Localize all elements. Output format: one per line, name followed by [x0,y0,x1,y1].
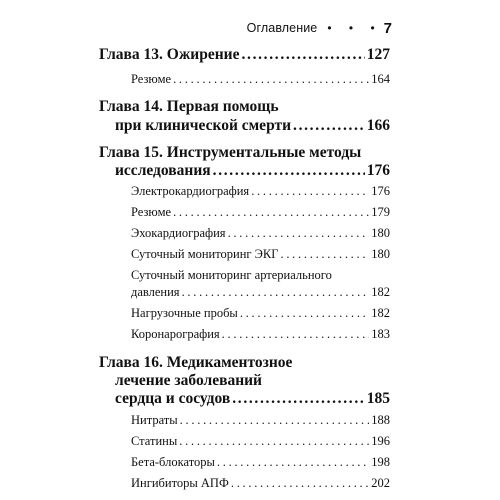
toc-entry-title: Ингибиторы АПФ [131,476,229,490]
dot-leader [232,390,365,408]
toc-entry-title: Эхокардиография [131,226,226,240]
toc-chapter-16-line2[interactable]: лечение заболеваний [115,372,262,389]
dot-leader [213,162,365,180]
dot-leader [173,205,369,220]
toc-chapter-16[interactable] [115,390,390,408]
toc-entry-page: 166 [366,117,390,134]
toc-entry-title: Нагрузочные пробы [131,306,238,320]
toc-chapter-15[interactable] [115,162,390,180]
toc-entry-statins[interactable] [131,434,390,449]
toc-entry-page: 183 [371,327,390,341]
toc-entry-coronarography[interactable] [131,327,390,342]
dot-leader [173,72,369,87]
toc-entry-title: исследования [115,162,211,179]
toc-entry-title: Коронарография [131,327,220,341]
dot-leader [217,455,369,470]
toc-entry-page: 179 [371,205,390,219]
toc-chapter-14-line1[interactable]: Глава 14. Первая помощь [99,98,279,115]
toc-entry-page: 127 [366,46,390,63]
dot-leader [251,184,369,199]
toc-chapter-13[interactable] [99,46,390,64]
dot-leader [240,306,369,321]
dot-leader [241,46,364,64]
toc-entry-title: сердца и сосудов [115,390,231,407]
dot-leader [293,117,365,135]
toc-entry-abpm-line1[interactable]: Суточный мониторинг артериального [131,268,332,282]
toc-entry-page: 180 [371,247,390,261]
toc-entry-page: 202 [371,476,390,490]
toc-chapter-15-line1[interactable]: Глава 15. Инструментальные методы [99,144,362,161]
toc-entry-page: 176 [366,162,390,179]
toc-entry-ecg[interactable] [131,184,390,199]
toc-entry-page: 176 [371,184,390,198]
toc-entry-title: давления [131,285,180,299]
toc-entry-page: 198 [371,455,390,469]
toc-entry-holter-ecg[interactable] [131,247,390,262]
dot-leader [222,327,370,342]
toc-entry-ch15-resume[interactable] [131,205,390,220]
toc-entry-title: Резюме [131,205,172,219]
dot-leader [231,476,369,491]
toc-entry-title: Нитраты [131,413,178,427]
dot-leader [280,247,369,262]
toc-entry-nitrates[interactable] [131,413,390,428]
toc-entry-title: Электрокардиография [131,184,250,198]
toc-entry-title: Глава 13. Ожирение [99,46,240,63]
toc-entry-page: 182 [371,285,390,299]
toc-entry-echo[interactable] [131,226,390,241]
toc-entry-page: 188 [371,413,390,427]
toc-entry-stress-tests[interactable] [131,306,390,321]
running-header-dots: • • • [327,21,382,35]
toc-entry-title: Бета-блокаторы [131,455,215,469]
toc-entry-title: Суточный мониторинг ЭКГ [131,247,279,261]
dot-leader [179,434,369,449]
toc-entry-ch13-resume[interactable] [131,72,390,87]
toc-chapter-14[interactable] [115,117,390,135]
toc-entry-page: 196 [371,434,390,448]
toc-entry-page: 164 [371,72,390,86]
toc-entry-page: 185 [366,390,390,407]
dot-leader [180,413,370,428]
dot-leader [228,226,370,241]
toc-chapter-16-line1[interactable]: Глава 16. Медикаментозное [99,354,293,371]
toc-entry-title: при клинической смерти [115,117,292,134]
toc-entry-title: Статины [131,434,178,448]
toc-entry-ace-inhibitors[interactable] [131,476,390,491]
dot-leader [182,285,370,300]
toc-entry-page: 182 [371,306,390,320]
running-header-title: Оглавление [246,21,318,35]
toc-entry-beta-blockers[interactable] [131,455,390,470]
toc-entry-title: Резюме [131,72,172,86]
toc-entry-page: 180 [371,226,390,240]
toc-entry-abpm[interactable] [131,285,390,300]
page-number: 7 [383,19,392,37]
